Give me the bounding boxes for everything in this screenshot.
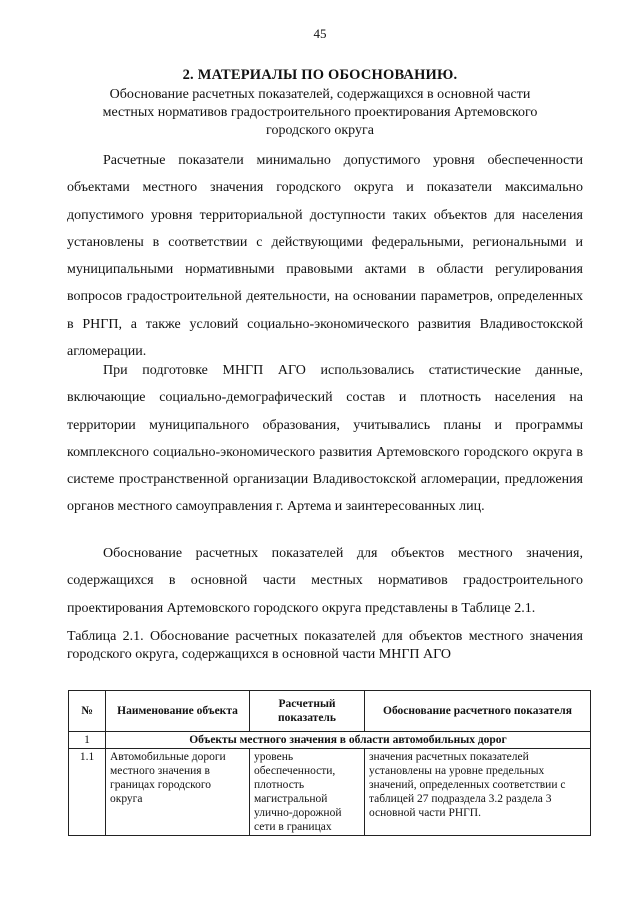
page-number: 45: [313, 26, 327, 41]
paragraph-3-text: Обоснование расчетных показателей для объектов местного значения, содержащихся в основной части местных нормативов градостроительного проектирования Артемовского городского округа представлены в Таблице 2.1.: [67, 546, 583, 616]
header-justification: Обоснование расчетного показателя: [365, 691, 591, 732]
paragraph-1-text: Расчетные показатели минимально допустимого уровня обеспеченности объектами местного значения городского округа и показатели максимально допустимого уровня территориальной доступности таких объектов для населения установлены в соответствии с действующими федеральными, региональными и муниципальными нормативными правовыми актами в области регулирования вопросов градостроительной деятельности, на основании параметров, определенных в РНГП, а также условий социально-экономического развития Владивостокской агломерации.: [67, 153, 583, 360]
table-row: [69, 749, 591, 836]
paragraph-2: [67, 357, 583, 521]
row-justification: значения расчетных показателей установлены на уровне предельных значений, определенных соответствии с таблицей 27 подраздела 3.2 раздела 3 основной части РНГП.: [365, 749, 591, 836]
indicators-table: [68, 690, 591, 836]
table-caption: Таблица 2.1. Обоснование расчетных показателей для объектов местного значения городского округа, содержащихся в основной части МНГП АГО: [67, 629, 583, 662]
row-indicator: уровень обеспеченности, плотность магистральной улично-дорожной сети в границах: [250, 749, 365, 836]
table-header-row: [69, 691, 591, 732]
header-number: №: [69, 691, 106, 732]
row-number: 1.1: [69, 749, 106, 836]
paragraph-2-text: При подготовке МНГП АГО использовались статистические данные, включающие социально-демографический состав и плотность населения на территории муниципального образования, учитывались планы и программы комплексного социально-экономического развития Артемовского городского округа в системе пространственной организации Владивостокской агломерации, предложения органов местного самоуправления г. Артема и заинтересованных лиц.: [67, 363, 583, 515]
section-number: 1: [69, 732, 106, 749]
section-heading: 2. МАТЕРИАЛЫ ПО ОБОСНОВАНИЮ.: [182, 67, 458, 83]
row-object: Автомобильные дороги местного значения в границах городского округа: [106, 749, 250, 836]
paragraph-1: [67, 147, 583, 365]
section-subheading: Обоснование расчетных показателей, содержащихся в основной части местных нормативов градостроительного проектирования Артемовского городского округа: [102, 87, 538, 138]
paragraph-3: [67, 540, 583, 622]
table-section-row: [69, 732, 591, 749]
header-object-name: Наименование объекта: [106, 691, 250, 732]
section-title: Объекты местного значения в области автомобильных дорог: [106, 732, 591, 749]
header-indicator: Расчетный показатель: [250, 691, 365, 732]
